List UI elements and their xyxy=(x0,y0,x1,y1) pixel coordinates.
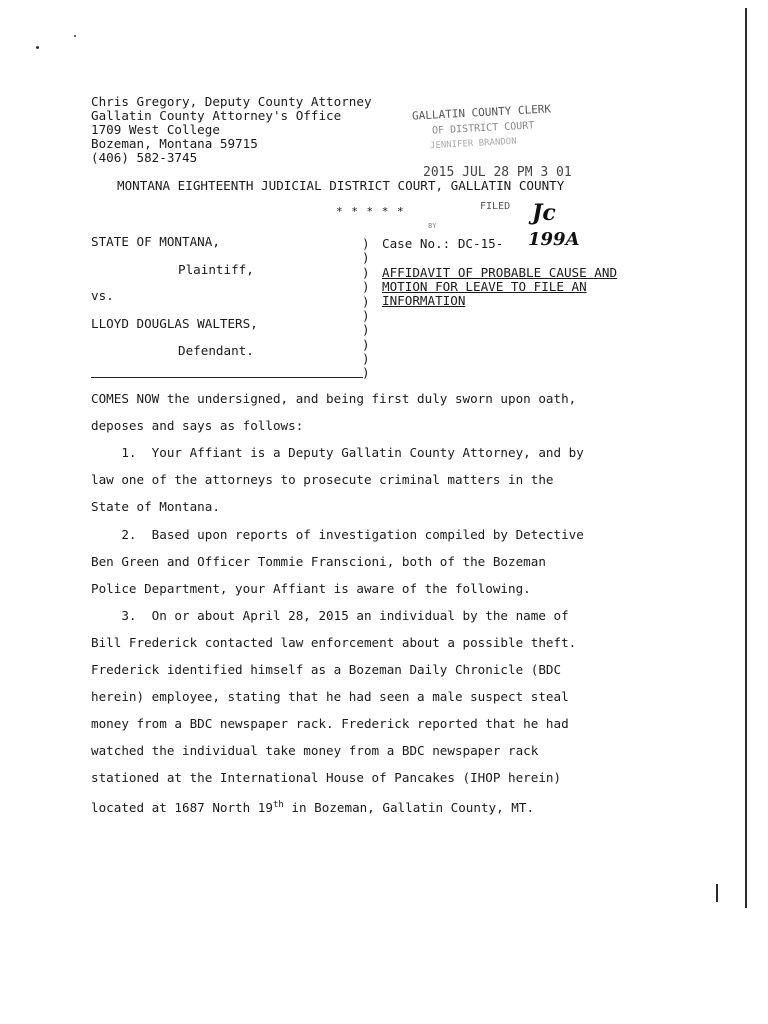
attorney-street: 1709 West College xyxy=(91,122,220,137)
paragraph-3-line: herein) employee, stating that he had seen a male suspect steal xyxy=(91,689,569,704)
paragraph-1-line: State of Montana. xyxy=(91,499,220,514)
paragraph-1-line: 1. Your Affiant is a Deputy Gallatin County Attorney, and by xyxy=(91,445,584,460)
paragraph-3-line: watched the individual take money from a BDC newspaper rack xyxy=(91,743,539,758)
court-title: MONTANA EIGHTEENTH JUDICIAL DISTRICT COURT, GALLATIN COUNTY xyxy=(117,178,565,193)
attorney-phone: (406) 582-3745 xyxy=(91,150,198,165)
case-number-handwritten: 199A xyxy=(528,229,580,250)
attorney-name: Chris Gregory, Deputy County Attorney xyxy=(91,94,372,109)
address-text-end: in Bozeman, Gallatin County, MT. xyxy=(283,800,535,816)
document-title-line1: AFFIDAVIT OF PROBABLE CAUSE AND xyxy=(382,265,618,280)
paragraph-3-line: Bill Frederick contacted law enforcement about a possible theft. xyxy=(91,635,577,650)
intro-line: COMES NOW the undersigned, and being first duly sworn upon oath, xyxy=(91,391,577,406)
stamp-filed: FILED xyxy=(480,201,511,212)
paragraph-2-line: Police Department, your Affiant is aware of the following. xyxy=(91,581,531,596)
page-edge-line xyxy=(745,8,747,908)
paragraph-2-line: 2. Based upon reports of investigation compiled by Detective xyxy=(91,527,584,542)
paragraph-2-line: Ben Green and Officer Tommie Franscioni, both of the Bozeman xyxy=(91,554,546,569)
attorney-city: Bozeman, Montana 59715 xyxy=(91,136,258,151)
scan-mark xyxy=(716,884,718,902)
paragraph-3-line: money from a BDC newspaper rack. Frederick reported that he had xyxy=(91,716,569,731)
paragraph-3-line xyxy=(91,800,534,815)
intro-line: deposes and says as follows: xyxy=(91,418,304,433)
paragraph-1-line: law one of the attorneys to prosecute criminal matters in the xyxy=(91,472,554,487)
address-text: located at 1687 North 19 xyxy=(91,800,273,816)
scan-speck xyxy=(74,35,76,37)
versus-label: vs. xyxy=(91,288,114,303)
document-title-line2: MOTION FOR LEAVE TO FILE AN xyxy=(382,279,587,294)
defendant-role: Defendant. xyxy=(178,343,254,358)
stamp-date: 2015 JUL 28 PM 3 01 xyxy=(423,165,572,180)
plaintiff-name: STATE OF MONTANA, xyxy=(91,234,220,249)
plaintiff-role: Plaintiff, xyxy=(178,262,254,277)
stamp-by: BY xyxy=(428,222,437,230)
defendant-name: LLOYD DOUGLAS WALTERS, xyxy=(91,316,258,331)
caption-divider xyxy=(91,377,363,378)
stamp-clerk: GALLATIN COUNTY CLERK xyxy=(411,102,552,123)
stamp-court: OF DISTRICT COURT xyxy=(431,120,535,137)
stamp-clerk-name: JENNIFER BRANDON xyxy=(429,136,517,152)
scan-speck xyxy=(36,46,39,49)
stamp-initials: Jc xyxy=(532,200,556,226)
ordinal-suffix: th xyxy=(272,800,284,810)
title-stars: * * * * * xyxy=(336,205,405,218)
paragraph-3-line: stationed at the International House of Pancakes (IHOP herein) xyxy=(91,770,562,785)
document-title-line3: INFORMATION xyxy=(382,293,466,308)
case-number-label: Case No.: DC-15- xyxy=(382,236,504,251)
paragraph-3-line: Frederick identified himself as a Bozeman Daily Chronicle (BDC xyxy=(91,662,562,677)
attorney-office: Gallatin County Attorney's Office xyxy=(91,108,342,123)
paragraph-3-line: 3. On or about April 28, 2015 an individual by the name of xyxy=(91,608,569,623)
